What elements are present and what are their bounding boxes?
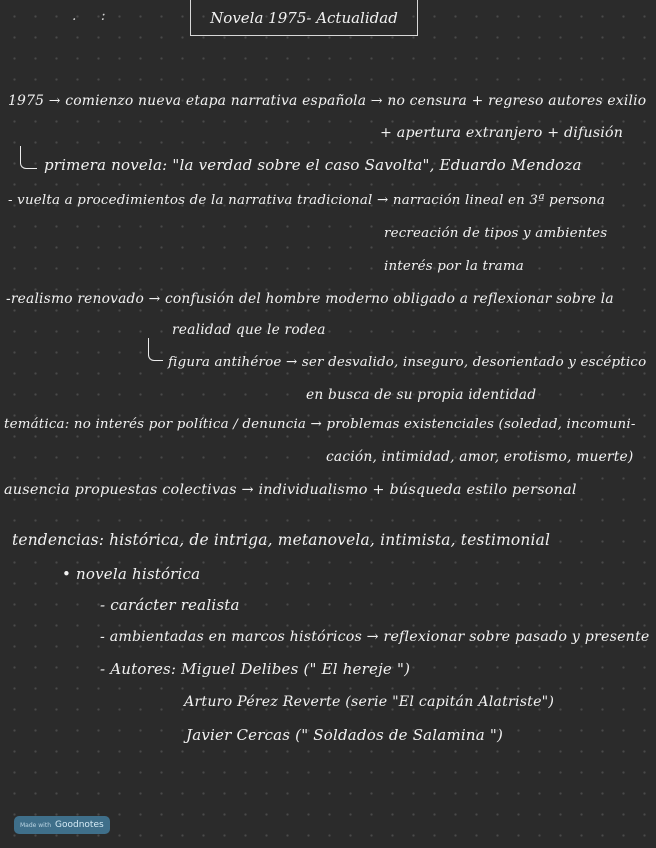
note-line-3: primera novela: "la verdad sobre el caso Savolta", Eduardo Mendoza: [44, 156, 582, 174]
note-line-18: - Autores: Miguel Delibes (" El hereje "): [100, 660, 411, 678]
page-title: Novela 1975- Actualidad: [210, 8, 398, 27]
note-line-17: - ambientadas en marcos históricos → reflexionar sobre pasado y presente: [100, 629, 650, 645]
note-line-8: realidad que le rodea: [172, 322, 326, 338]
note-line-19: Arturo Pérez Reverte (serie "El capitán Alatriste"): [184, 694, 555, 710]
note-line-11: temática: no interés por política / denuncia → problemas existenciales (soledad, incomuni-: [4, 417, 636, 432]
note-line-6: interés por la trama: [384, 259, 524, 274]
note-line-15: • novela histórica: [62, 565, 201, 583]
header-marks: . :: [72, 8, 116, 24]
watermark-brand: Goodnotes: [55, 820, 104, 830]
note-line-9: figura antihéroe → ser desvalido, inseguro, desorientado y escéptico: [168, 355, 647, 370]
note-line-20: Javier Cercas (" Soldados de Salamina "): [186, 726, 503, 744]
note-line-4: - vuelta a procedimientos de la narrativa tradicional → narración lineal en 3ª persona: [8, 193, 606, 208]
note-line-16: - carácter realista: [100, 596, 240, 614]
note-line-2: + apertura extranjero + difusión: [380, 125, 624, 141]
watermark-prefix: Made with: [20, 821, 51, 829]
arrow-hook-icon: [20, 146, 37, 169]
title-box: [190, 0, 418, 36]
note-line-12: cación, intimidad, amor, erotismo, muerte): [326, 449, 634, 465]
note-line-5: recreación de tipos y ambientes: [384, 226, 608, 241]
note-line-7: -realismo renovado → confusión del hombre moderno obligado a reflexionar sobre la: [6, 291, 614, 307]
goodnotes-watermark: [14, 816, 110, 834]
arrow-hook-icon: [148, 338, 163, 361]
note-line-1: 1975 → comienzo nueva etapa narrativa española → no censura + regreso autores exilio: [8, 93, 647, 109]
note-line-14: tendencias: histórica, de intriga, metanovela, intimista, testimonial: [12, 531, 551, 549]
note-line-10: en busca de su propia identidad: [306, 387, 537, 403]
note-line-13: ausencia propuestas colectivas → individualismo + búsqueda estilo personal: [4, 482, 577, 498]
